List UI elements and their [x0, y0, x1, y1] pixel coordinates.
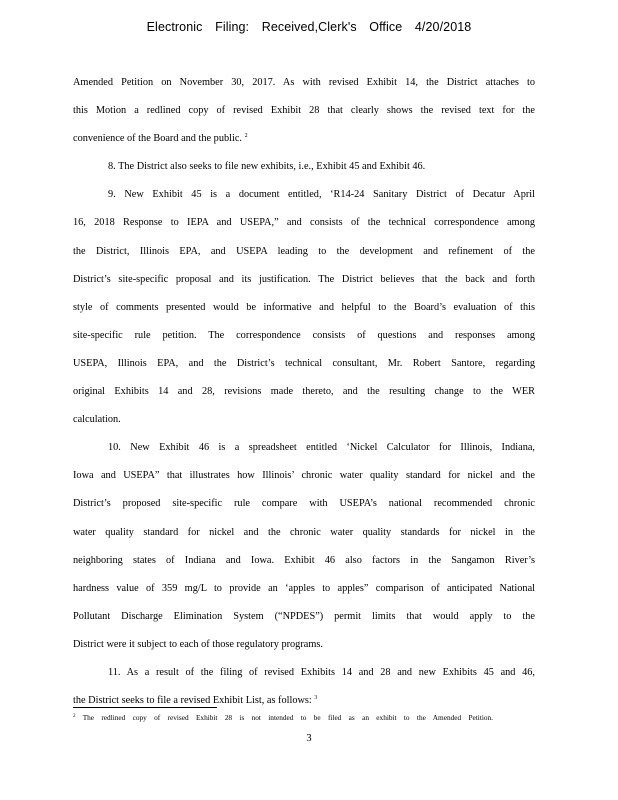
text-line-content: USEPA, Illinois EPA, and the District’s technical consultant, Mr. Robert Santore, regarding: [73, 357, 535, 369]
footnote-reference: 3: [314, 695, 318, 702]
text-line-content: District’s site-specific proposal and its justification. The District believes that the back and forth: [73, 273, 535, 285]
text-line-content: 16, 2018 Response to IEPA and USEPA,” and consists of the technical correspondence among: [73, 217, 535, 229]
text-line: [73, 378, 535, 406]
text-line-content: District’s proposed site-specific rule compare with USEPA’s national recommended chronic: [73, 498, 535, 510]
text-line: [73, 97, 535, 125]
text-line: [73, 687, 535, 715]
footnote-marker: 2: [73, 714, 76, 719]
text-line-content: 11. As a result of the filing of revised Exhibits 14 and 28 and new Exhibits 45 and 46,: [108, 666, 535, 678]
footnote: [73, 713, 493, 723]
text-line-content: Iowa and USEPA” that illustrates how Illinois’ chronic water quality standard for nickel and the: [73, 470, 535, 482]
text-line: [73, 322, 535, 350]
text-line: [73, 125, 535, 153]
text-line: [73, 266, 535, 294]
text-line: [73, 490, 535, 518]
text-line-content: original Exhibits 14 and 28, revisions made thereto, and the resulting change to the WER: [73, 386, 535, 398]
footnote-separator: [73, 707, 217, 708]
text-line: [73, 659, 535, 687]
text-line-content: site-specific rule petition. The correspondence consists of questions and responses among: [73, 329, 535, 341]
document-body: [73, 69, 535, 715]
text-line: [73, 603, 535, 631]
text-line: [73, 462, 535, 490]
text-line: [73, 406, 535, 434]
page-number: 3: [306, 733, 312, 744]
text-line: [73, 69, 535, 97]
text-line: [73, 238, 535, 266]
text-line-content: the District seeks to file a revised Exhibit List, as follows:: [73, 695, 312, 707]
text-line-content: Pollutant Discharge Elimination System (“NPDES”) permit limits that would apply to the: [73, 610, 535, 622]
text-line-content: 8. The District also seeks to file new exhibits, i.e., Exhibit 45 and Exhibit 46.: [108, 161, 426, 173]
text-line-content: style of comments presented would be informative and helpful to the Board’s evaluation of this: [73, 301, 535, 313]
text-line-content: 10. New Exhibit 46 is a spreadsheet entitled ‘Nickel Calculator for Illinois, Indiana,: [108, 442, 535, 454]
text-line: [73, 350, 535, 378]
text-line: [73, 294, 535, 322]
text-line-content: convenience of the Board and the public.: [73, 133, 242, 145]
text-line: [73, 519, 535, 547]
efiling-header: Electronic Filing: Received,Clerk's Office 4/20/2018: [146, 20, 472, 34]
text-line: [73, 434, 535, 462]
text-line-content: the District, Illinois EPA, and USEPA leading to the development and refinement of the: [73, 245, 535, 257]
text-line-content: neighboring states of Indiana and Iowa. Exhibit 46 also factors in the Sangamon River’s: [73, 554, 535, 566]
text-line: [73, 153, 535, 181]
text-line-content: District were it subject to each of those regulatory programs.: [73, 638, 323, 650]
text-line: [73, 209, 535, 237]
footnote-text: The redlined copy of revised Exhibit 28 is not intended to be filed as an exhibit to the Amended Petition.: [82, 713, 493, 722]
text-line: [73, 575, 535, 603]
text-line: [73, 181, 535, 209]
text-line: [73, 547, 535, 575]
text-line-content: calculation.: [73, 414, 121, 426]
text-line-content: 9. New Exhibit 45 is a document entitled, ‘R14-24 Sanitary District of Decatur April: [108, 189, 535, 201]
text-line-content: water quality standard for nickel and the chronic water quality standards for nickel in the: [73, 526, 535, 538]
text-line-content: this Motion a redlined copy of revised Exhibit 28 that clearly shows the revised text for the: [73, 105, 535, 117]
text-line: [73, 631, 535, 659]
text-line-content: hardness value of 359 mg/L to provide an ‘apples to apples” comparison of anticipated National: [73, 582, 535, 594]
text-line-content: Amended Petition on November 30, 2017. As with revised Exhibit 14, the District attaches to: [73, 77, 535, 88]
footnote-reference: 2: [244, 133, 248, 140]
